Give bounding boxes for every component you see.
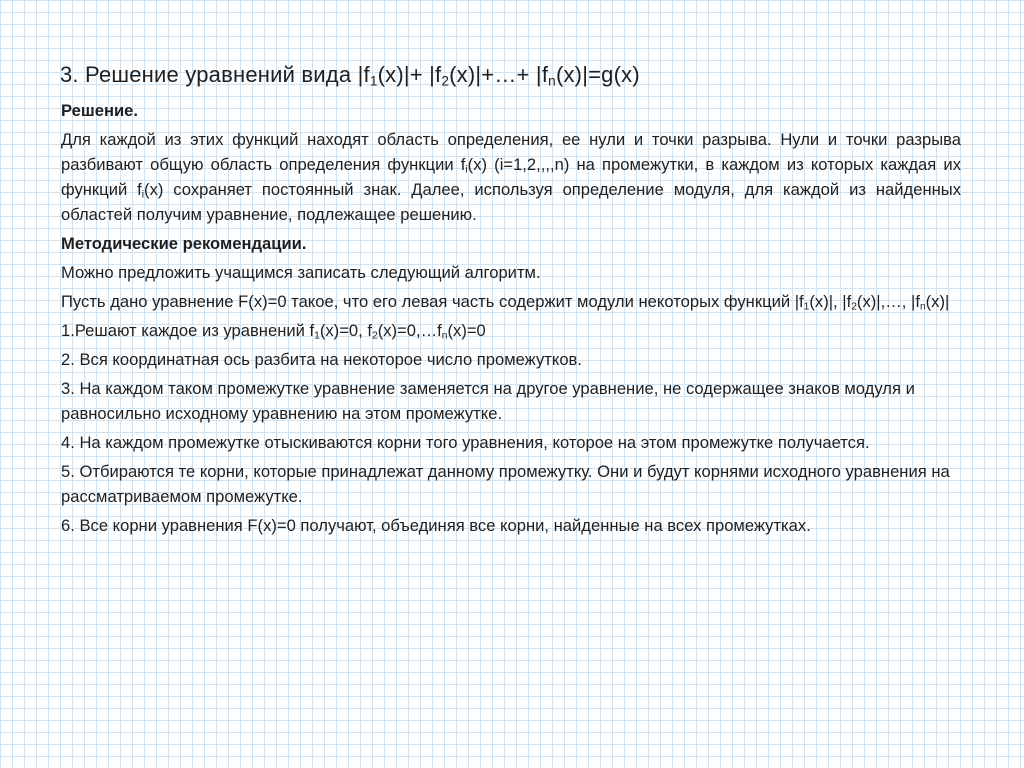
recommendations-intro: Можно предложить учащимся записать следующий алгоритм. bbox=[61, 263, 541, 282]
recommendations-heading: Методические рекомендации. bbox=[61, 234, 307, 253]
algorithm-step-4: 4. На каждом промежутке отыскиваются корни того уравнения, которое на этом промежутке получается. bbox=[61, 433, 870, 452]
algorithm-step-5: 5. Отбираются те корни, которые принадлежат данному промежутку. Они и будут корнями исходного уравнения на рассматриваемом промежутке. bbox=[61, 462, 950, 506]
solution-heading: Решение. bbox=[61, 101, 139, 120]
algorithm-step-3: 3. На каждом таком промежутке уравнение заменяется на другое уравнение, не содержащее знаков модуля и равносильно исходному уравнению на этом промежутке. bbox=[61, 379, 915, 423]
algorithm-step-1: 1.Решают каждое из уравнений $f_1(x)=0$, $f_2(x)=0,\dots f_n(x)=0$ bbox=[61, 321, 486, 342]
slide-content bbox=[61, 98, 961, 542]
given-equation: Пусть дано уравнение F(x)=0 такое, что его левая часть содержит модули некоторых функций $|f_1(x)|$, $|f_2(x)|,\dots$, $|f_n(x)|$ bbox=[61, 292, 950, 313]
solution-paragraph: Для каждой из этих функций находят область определения, ее нули и точки разрыва. Нули и точки разрыва разбивают общую область определения функции $f_i(x)$ (i=1,2,,,,n) на промежутки, в каждом из которых каждая их функций $f_i(x)$ сохраняет постоянный знак. Далее, используя определение модуля, для каждой из найденных областей получим уравнение, подлежащее решению. bbox=[61, 130, 961, 224]
algorithm-step-2: 2. Вся координатная ось разбита на некоторое число промежутков. bbox=[61, 350, 582, 369]
algorithm-step-6: 6. Все корни уравнения F(x)=0 получают, объединяя все корни, найденные на всех промежутках. bbox=[61, 516, 811, 535]
slide-title: 3. Решение уравнений вида $|f_1(x)|+$ $|f_2(x)|+\dots+ |f_n(x)|=g(x)$ bbox=[60, 62, 640, 89]
